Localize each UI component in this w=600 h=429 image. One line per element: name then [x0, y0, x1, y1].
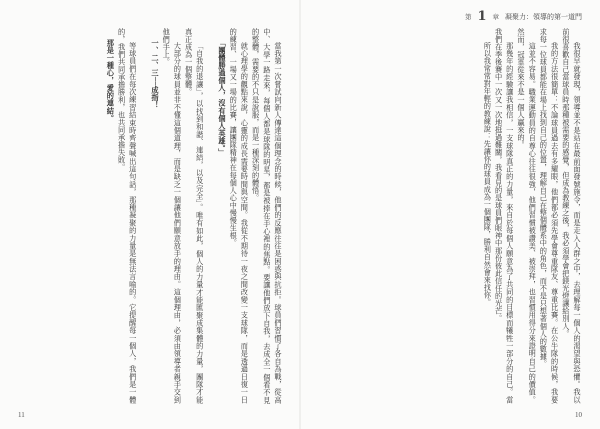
right-page [301, 0, 600, 429]
chapter-title: 凝聚力：領導的第一道門 [505, 12, 582, 21]
paragraph: 我的方法很簡單：不論球員過去有多耀眼，他們都必須先學會尊重隊友、尊重比賽。在公牛隊的時候，我要求每一位球員都能在場上找到自己的位置，理解自己在整個體系中的角色，而不是只想著個人的數據。 [539, 28, 560, 404]
chapter-number: 1 [477, 9, 487, 24]
paragraph: 所以我常常對年輕的教練說：先讓你的球員成為一個團隊，勝利自然會來找你。 [483, 42, 493, 307]
paragraph: 這並不容易。職業運動員的自尊心往往很強，他們習慣被讚美、被崇拜，也習慣用得分來證明自己的價值。然而，冠軍從來不是一個人贏來的。 [516, 28, 538, 404]
paragraph: 「自我的退讓」，以找到和諧、連結，以及完全」。唯有如此，個人的力量才能匯聚成集體的力量，團隊才能真正成為一個整體。 [184, 28, 205, 404]
left-page-body [16, 28, 284, 404]
paragraph: 大部分的球員並非不懂這個道理，而是缺乏一個讓他們願意放手的理由。這個理由，必須由領導者親手交到他們手上。 [162, 28, 183, 404]
paragraph: 當我第一次嘗試向新人傳達這個理念的時候，他們的反應往往是困惑與抗拒。球員們習慣了各自為戰，從高中、大學一路走來，每個人都是球隊的明星，都是被捧在手心裡的焦點。要讓他們放下自我，去成全一個看不見的整體，需要的不只是說服，而是一種深刻的體悟。 [251, 28, 283, 404]
page-number-left: 11 [18, 411, 25, 419]
paragraph: 就心理學的觀點來說，心靈的成長需要時間與空間。我從不期待一夜之間改變一支球隊，而是透過日復一日的練習、一場又一場的比賽，讓團隊精神在每個人心中慢慢生根。 [229, 28, 250, 404]
closing-line: 那是一種心，愛的連結。 [106, 38, 116, 122]
paragraph: 那幾年的經驗讓我相信，一支球隊真正的力量，來自於每個人願意為了共同的目標而犧牲一部分的自己。當我們在季後賽中一次又一次地挺過難關，我看見的是球員們眼神中那份彼此信任的光芒。 [494, 28, 515, 404]
left-page [0, 0, 299, 429]
paragraph: 我很早就發現，領導並不是站在最前面發號施令，而是走入人群之中，去理解每一個人的渴望與恐懼。我以前很喜歡自己當球員時那種被需要的感覺，但成為教練之後，我必須學會把鎂光燈讓給別人。 [561, 28, 582, 404]
mantra-quote: 「團體勝過個人，沒有個人英雄。」 [217, 38, 227, 156]
mantra-chant: 一、二、三──成指！ [150, 38, 160, 109]
page-number-right: 10 [575, 411, 582, 419]
chapter-prefix: 第 [464, 13, 472, 21]
right-page-body [315, 28, 583, 404]
paragraph: 等球員們在每次練習結束時齊聲喊出這句話，那種凝聚的力量是無法言喻的。它提醒每一個人，我們是一體的，我們共同承擔勝利，也共同承擔失敗。 [117, 28, 138, 404]
chapter-suffix: 章 [492, 13, 499, 21]
running-header [465, 10, 582, 23]
